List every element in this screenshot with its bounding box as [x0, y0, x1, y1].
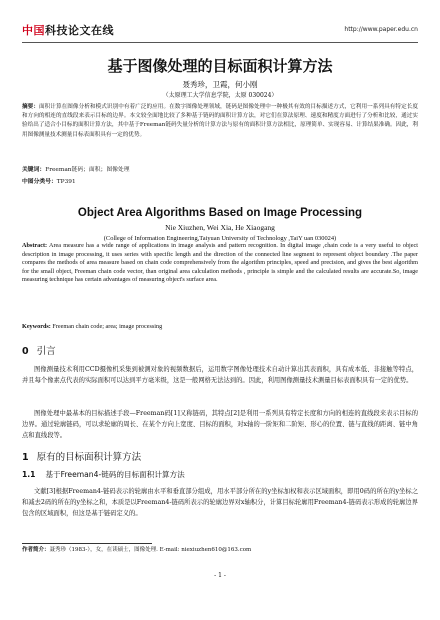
author-footnote — [22, 546, 418, 554]
abstract-en — [22, 242, 418, 285]
journal-header — [22, 24, 418, 43]
abstract-en-label: Abstract: — [22, 242, 48, 249]
classification-cn-label: 中图分类号： — [22, 179, 57, 185]
paper-title-en: Object Area Algorithms Based on Image Processing — [77, 207, 363, 219]
keywords-cn — [22, 166, 418, 175]
section-1-1-paragraph: 文献[3]根据Freeman4-链码表示的轮廓由水平和垂直部分组成，用水平部分所在的y坐标加权和表示区域面积，即用0码的所在的y坐标之和减去2码的所在的y坐标之和，本质是以Freeman4-链码所表示的轮廓边界对x轴积分，计算目标轮廓用Freeman4-链码表示形成的轮廓边界包含的区域面积，但这是基于链码定义的。 — [22, 488, 418, 518]
classification-cn — [22, 178, 418, 187]
section-1-1-title: 基于Freeman4-链码的目标面积计算方法 — [45, 470, 185, 479]
footnote-rule — [22, 543, 152, 544]
paper-title-cn: 基于图像处理的目标面积计算方法 — [107, 57, 333, 75]
keywords-cn-label: 关键词： — [22, 167, 46, 173]
footnote-label: 作者简介： — [22, 547, 50, 553]
abstract-cn-text: 面积计算在图像分析和模式识别中有着广泛的应用。在数字图像处理领域，链码是图像处理中一种极其有效的目标描述方式，它利用一系列具有特定长度和方向的相连的直线段来表示目标的边界。本文较全面地比较了多种基于链码的面积计算方法，对它们在算法原理、速度和精度方面进行了分析和比较，通过实验给出了适合小目标的面积计算方法，其中基于Freeman链码失量分析的计算方法与原有的面积计算方法相比，原理简单、实现容易、计算结果准确。因此，利用图像测量技术测量目标表面积具有一定的优势。 — [22, 104, 418, 138]
section-0-title: 引言 — [36, 346, 56, 357]
authors-cn: 聂秀珍，卫霞，何小刚 — [182, 80, 258, 89]
affiliation-en: (College of Information Engineering,Taiyuan University of Technology ,TaiY uan 030024) — [103, 235, 337, 242]
logo-red-part: 中国 — [22, 24, 45, 37]
keywords-cn-text: Freeman链码；面积；图像处理 — [45, 167, 130, 173]
logo-black-part: 科技论文在线 — [45, 24, 114, 37]
footnote-text: 聂秀珍（1983-），女，在读硕士，图像处理. E-mail: niexiuzhen610@163.com — [49, 547, 252, 553]
abstract-cn-label: 摘要： — [22, 104, 39, 110]
section-1-title: 原有的目标面积计算方法 — [36, 452, 142, 463]
page-number: - 1 - — [214, 572, 226, 579]
affiliation-cn: （太原理工大学信息学院，太原 030024） — [162, 92, 278, 99]
abstract-cn — [22, 103, 418, 140]
abstract-en-text: Area measure has a wide range of applications in image analysis and pattern recognition. In digital image ,chain code is a very useful to object description in image processing, it uses series with specific length and the direction of the connected line segment to represent object boundary .The paper compares the methods of area measure based on chain code comprehensively from the algorithm principles, speed and precision, and gives the best algorithm for the small object, Freeman chain code vector, than original area calculation methods , principle is simple and the calculated results are accurate.So, image measuring technique has certain advantages of measuring object's surface area. — [22, 242, 418, 284]
classification-cn-text: TP391 — [56, 179, 76, 185]
keywords-en — [22, 322, 418, 331]
section-1-1-heading — [22, 470, 418, 480]
section-0-paragraph-1: 图像测量技术利用CCD摄像机采集到被测对象的视频数据后，运用数字图像处理技术自动计算出其表面积，具有成本低、非接触等特点，并且每个像素点代表的实际面积可以达到平方毫米级，这是一般网格无法达到的。因此，利用图像测量技术测量目标表面积具有一定的优势。 — [22, 366, 418, 385]
section-1-heading — [22, 452, 418, 464]
section-1-1-number: 1.1 — [22, 470, 36, 479]
journal-logo[interactable] — [22, 24, 114, 38]
section-0-number: 0 — [22, 346, 29, 357]
journal-url[interactable]: http://www.paper.edu.cn — [344, 26, 418, 33]
authors-en: Nie Xiuzhen, Wei Xia, He Xiaogang — [165, 223, 275, 232]
keywords-en-label: Keywords: — [22, 323, 51, 330]
section-0-paragraph-2: 图像处理中最基本的目标描述手段—Freeman码[1]又称链码，其特点[2]是利用一系列具有特定长度和方向的相连的直线段来表示目标的边界。通过轮廓链码，可以求轮廓的周长、在某个方向上宽度、目标的面积，对x轴的一阶矩和二阶矩、形心的位置、链与直线的距离、链中角点和直线段等。 — [22, 410, 418, 440]
section-1-number: 1 — [22, 452, 29, 463]
section-0-heading — [22, 346, 418, 358]
keywords-en-text: Freeman chain code; area; image processing — [52, 323, 163, 330]
